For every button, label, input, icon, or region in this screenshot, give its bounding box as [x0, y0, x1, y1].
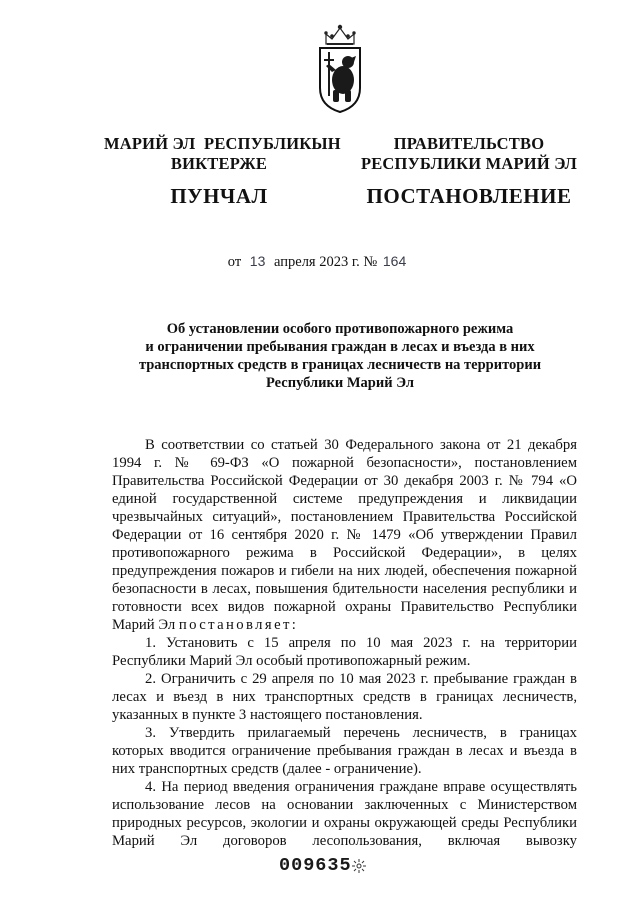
- coat-of-arms-icon: [318, 22, 362, 114]
- header-mari-line1: МАРИЙ ЭЛ РЕСПУБЛИКЫН: [104, 134, 341, 153]
- decree-number: 164: [382, 253, 407, 269]
- title-line: Об установлении особого противопожарного режима: [166, 321, 514, 337]
- header-russian-line1: ПРАВИТЕЛЬСТВО: [393, 134, 545, 153]
- title-line: Республики Марий Эл: [266, 375, 414, 391]
- decree-word: постановляет:: [178, 617, 299, 633]
- date-day: 13: [249, 253, 266, 269]
- serial-number: 009635: [279, 855, 352, 876]
- item-paragraph: 3. Утвердить прилагаемый перечень лесничеств, в границах которых вводится ограничение пребывания граждан в лесах и въезда в них транспортных средств (далее - ограничение).: [112, 725, 577, 777]
- date-prefix: от: [227, 254, 242, 270]
- preamble-paragraph: [112, 436, 577, 634]
- item-paragraph: 4. На период введения ограничения граждане вправе осуществлять использование лесов на основании заключенных с Министерством природных ресурсов, экологии и охраны окружающей среды Республики Марий Эл договоров лесопользования, включая вывозку: [112, 779, 577, 849]
- title-line: и ограничении пребывания граждан в лесах и въезда в них: [145, 339, 535, 355]
- header-russian-doc-type: ПОСТАНОВЛЕНИЕ: [366, 184, 572, 208]
- header-mari-doc-type: ПУНЧАЛ: [170, 184, 268, 208]
- document-body: [112, 436, 577, 850]
- header-russian: [356, 134, 582, 209]
- header-mari: [104, 134, 341, 209]
- document-title: [120, 320, 560, 392]
- star-ornament-icon: [351, 858, 367, 874]
- item-paragraph: 2. Ограничить с 29 апреля по 10 мая 2023 г. пребывание граждан в лесах и въезд в них транспортных средств в границах лесничеств, указанных в пункте 3 настоящего постановления.: [112, 671, 577, 723]
- header-russian-line2: РЕСПУБЛИКИ МАРИЙ ЭЛ: [360, 154, 578, 173]
- preamble-text: В соответствии со статьей 30 Федерального закона от 21 декабря 1994 г. № 69-ФЗ «О пожарной безопасности», постановлением Правительства Российской Федерации от 30 декабря 2003 г. № 794 «О единой государственной системе предупреждения и ликвидации чрезвычайных ситуаций», постановлением Правительства Российской Федерации от 16 сентября 2020 г. № 1479 «Об утверждении Правил противопожарного режима в Российской Федерации», в целях предупреждения пожаров и гибели на них людей, обеспечения пожарной безопасности в лесах, повышения бдительности населения республики и готовности всех видов пожарной охраны Правительство Республики Марий Эл: [112, 437, 577, 633]
- item-paragraph: 1. Установить с 15 апреля по 10 мая 2023 г. на территории Республики Марий Эл особый противопожарный режим.: [112, 635, 577, 669]
- title-line: транспортных средств в границах лесничеств на территории: [138, 357, 542, 373]
- date-rest: апреля 2023 г. №: [274, 254, 378, 270]
- header-mari-line2: ВИКТЕРЖЕ: [170, 154, 268, 173]
- date-line: [0, 253, 639, 271]
